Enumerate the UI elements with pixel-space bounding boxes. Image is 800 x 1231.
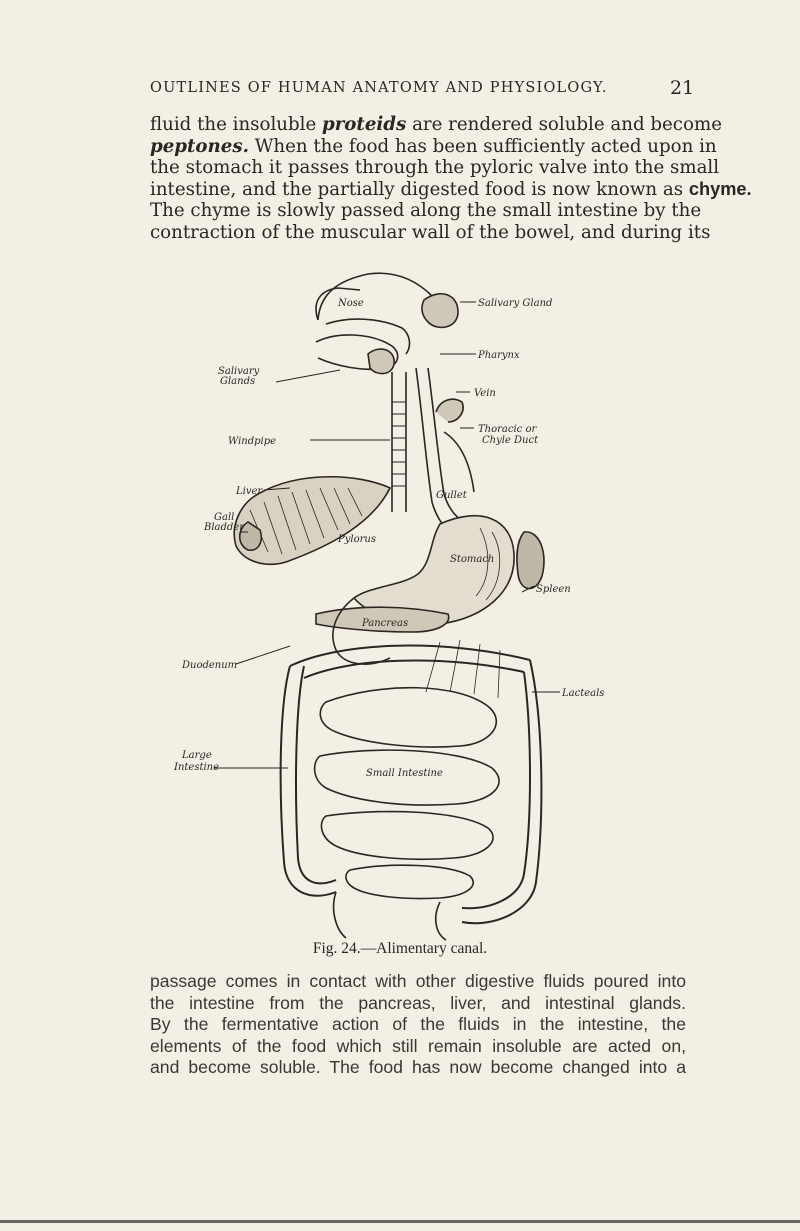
label-pharynx: Pharynx [478,350,520,361]
vein [436,399,463,422]
text-line: passage comes in contact with other digestive fluids poured into [150,971,686,991]
text-line: the intestine from the pancreas, liver, and intestinal glands. [150,992,686,1013]
page-number: 21 [670,77,695,99]
text-line: fluid the insoluble proteids are rendered soluble and become [150,114,722,135]
paragraph-bottom [150,971,686,1079]
text-line: peptones. When the food has been sufficiently acted upon in [150,135,717,157]
label-gullet: Gullet [436,490,467,501]
intestine-end [436,902,446,940]
head-outline [318,273,432,320]
label-vein: Vein [474,388,496,399]
label-thoracic-1: Thoracic or [478,424,537,435]
page-edge-shadow [0,1220,800,1223]
label-large-1: Large [182,750,212,761]
text-line: and become soluble. The food has now become changed into a [150,1057,686,1078]
small-intestine [346,865,473,898]
alimentary-canal-figure [140,262,640,942]
label-pylorus: Pylorus [338,534,376,545]
term-proteids: proteids [322,114,407,135]
term-peptones: peptones. [150,135,249,157]
label-duodenum: Duodenum [182,660,238,671]
label-thoracic-2: Chyle Duct [482,435,539,446]
salivary-gland-shape [422,294,458,328]
paragraph-top [150,114,752,244]
gullet [416,368,470,542]
thoracic-duct [444,432,474,492]
label-nose: Nose [338,298,364,309]
label-salivary-gland: Salivary Gland [478,298,553,309]
label-large-2: Intestine [174,762,220,773]
label-salivary-glands-1: Salivary [218,366,260,377]
text-line: intestine, and the partially digested food is now known as chyme. [150,178,752,200]
small-intestine [321,812,493,860]
label-salivary-glands-2: Glands [220,376,256,387]
text-line: The chyme is slowly passed along the small intestine by the [150,200,702,222]
label-windpipe: Windpipe [228,436,277,447]
label-spleen: Spleen [536,584,571,595]
label-stomach: Stomach [450,554,495,565]
label-liver: Liver [236,486,263,497]
large-intestine [281,666,336,896]
text-line: By the fermentative action of the fluids in the intestine, the [150,1014,686,1035]
term-chyme: chyme. [688,178,752,199]
label-small-intestine: Small Intestine [366,768,443,779]
label-gall-2: Bladder [204,522,245,533]
large-intestine [290,646,530,666]
figure-caption: Fig. 24.—Alimentary canal. [312,940,488,957]
label-pancreas: Pancreas [362,618,409,629]
label-lacteals: Lacteals [562,688,605,699]
figure-drawing [234,273,544,940]
small-intestine [320,688,496,747]
text-line: the stomach it passes through the pyloric valve into the small [150,157,720,179]
running-head: OUTLINES OF HUMAN ANATOMY AND PHYSIOLOGY. [150,80,608,96]
rectum [334,892,346,938]
windpipe-rings [392,402,406,486]
salivary-gland-shape [368,349,394,374]
spleen [517,532,544,589]
text-line: elements of the food which still remain insoluble are acted on, [150,1035,686,1056]
gullet [428,368,478,528]
text-line: contraction of the muscular wall of the bowel, and during its [150,221,711,243]
label-gall-1: Gall [214,512,235,523]
large-intestine [304,661,524,678]
